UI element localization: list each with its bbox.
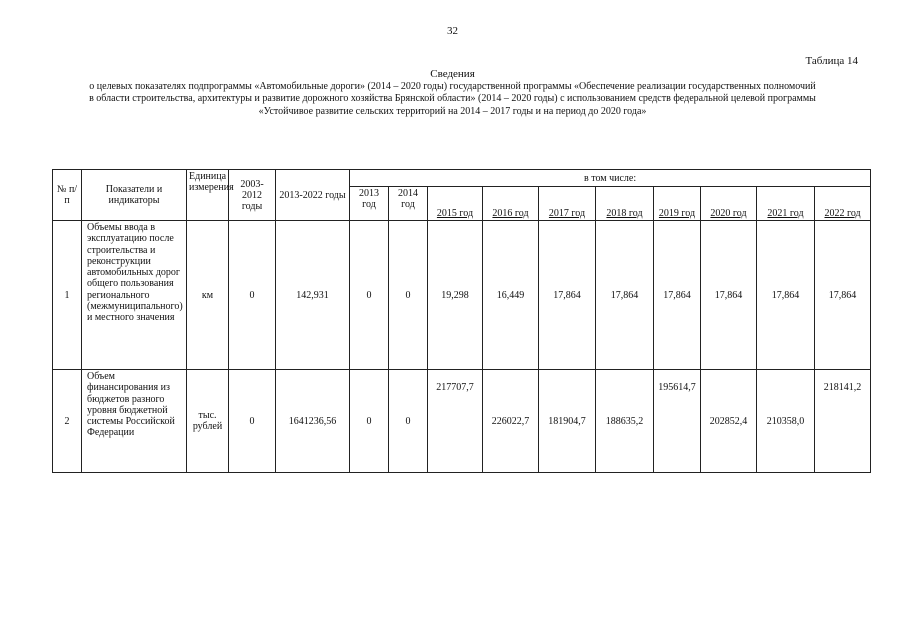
header-year-2017: 2017 год: [539, 187, 596, 221]
header-year-2019: 2019 год: [654, 187, 701, 221]
title-line-1: Сведения: [430, 68, 475, 80]
row-2016: 16,449: [483, 221, 539, 370]
row-2019: 195614,7: [654, 370, 701, 473]
title-line-4: «Устойчивое развитие сельских территорий на 2014 – 2017 годы и на период до 2020 года»: [258, 105, 647, 117]
row-2018: 188635,2: [596, 370, 654, 473]
row-2021: 210358,0: [757, 370, 815, 473]
row-2019: 17,864: [654, 221, 701, 370]
row-2015: 19,298: [428, 221, 483, 370]
row-2015: 217707,7: [428, 370, 483, 473]
header-year-2021: 2021 год: [757, 187, 815, 221]
header-year-2013: 2013 год: [350, 187, 389, 221]
title-line-2: о целевых показателях подпрограммы «Автомобильные дороги» (2014 – 2020 годы) государственной программы «Обеспечение реализации государственных полномочий: [89, 80, 816, 92]
row-2014: 0: [389, 221, 428, 370]
table-row: [53, 221, 871, 370]
row-2013-2022: 1641236,56: [276, 370, 350, 473]
indicators-table: [52, 169, 871, 473]
row-num: 2: [53, 370, 82, 473]
table-row: [53, 370, 871, 473]
header-year-2018: 2018 год: [596, 187, 654, 221]
table-label: Таблица 14: [805, 55, 858, 67]
document-title: [20, 68, 885, 118]
row-indicator: Объемы ввода в эксплуатацию после строительства и реконструкции автомобильных дорог общего пользования регионального (межмуниципального) и местного значения: [82, 221, 187, 370]
page-number: 32: [447, 25, 458, 37]
row-2016: 226022,7: [483, 370, 539, 473]
row-2003-2012: 0: [229, 221, 276, 370]
header-year-2015: 2015 год: [428, 187, 483, 221]
row-indicator: Объем финансирования из бюджетов разного уровня бюджетной системы Российской Федерации: [82, 370, 187, 473]
header-indicator: Показатели и индикаторы: [82, 170, 187, 221]
header-unit: Единица измерения: [187, 170, 229, 221]
header-num: № п/п: [53, 170, 82, 221]
header-year-2022: 2022 год: [815, 187, 871, 221]
row-unit: тыс. рублей: [187, 370, 229, 473]
row-num: 1: [53, 221, 82, 370]
row-2022: 17,864: [815, 221, 871, 370]
row-2003-2012: 0: [229, 370, 276, 473]
header-year-2014: 2014 год: [389, 187, 428, 221]
row-2021: 17,864: [757, 221, 815, 370]
header-2013-2022: 2013-2022 годы: [276, 170, 350, 221]
row-unit: км: [187, 221, 229, 370]
row-2020: 17,864: [701, 221, 757, 370]
row-2017: 17,864: [539, 221, 596, 370]
row-2022: 218141,2: [815, 370, 871, 473]
row-2014: 0: [389, 370, 428, 473]
header-2003-2012: 2003-2012 годы: [229, 170, 276, 221]
row-2017: 181904,7: [539, 370, 596, 473]
header-year-2020: 2020 год: [701, 187, 757, 221]
row-2018: 17,864: [596, 221, 654, 370]
header-row-1: [53, 170, 871, 187]
header-year-2016: 2016 год: [483, 187, 539, 221]
row-2013-2022: 142,931: [276, 221, 350, 370]
title-line-3: в области строительства, архитектуры и развитие дорожного хозяйства Брянской области» (2014 – 2020 годы) с использованием средств федеральной целевой программы: [89, 93, 816, 104]
row-2020: 202852,4: [701, 370, 757, 473]
header-including: в том числе:: [350, 170, 871, 187]
row-2013: 0: [350, 370, 389, 473]
row-2013: 0: [350, 221, 389, 370]
